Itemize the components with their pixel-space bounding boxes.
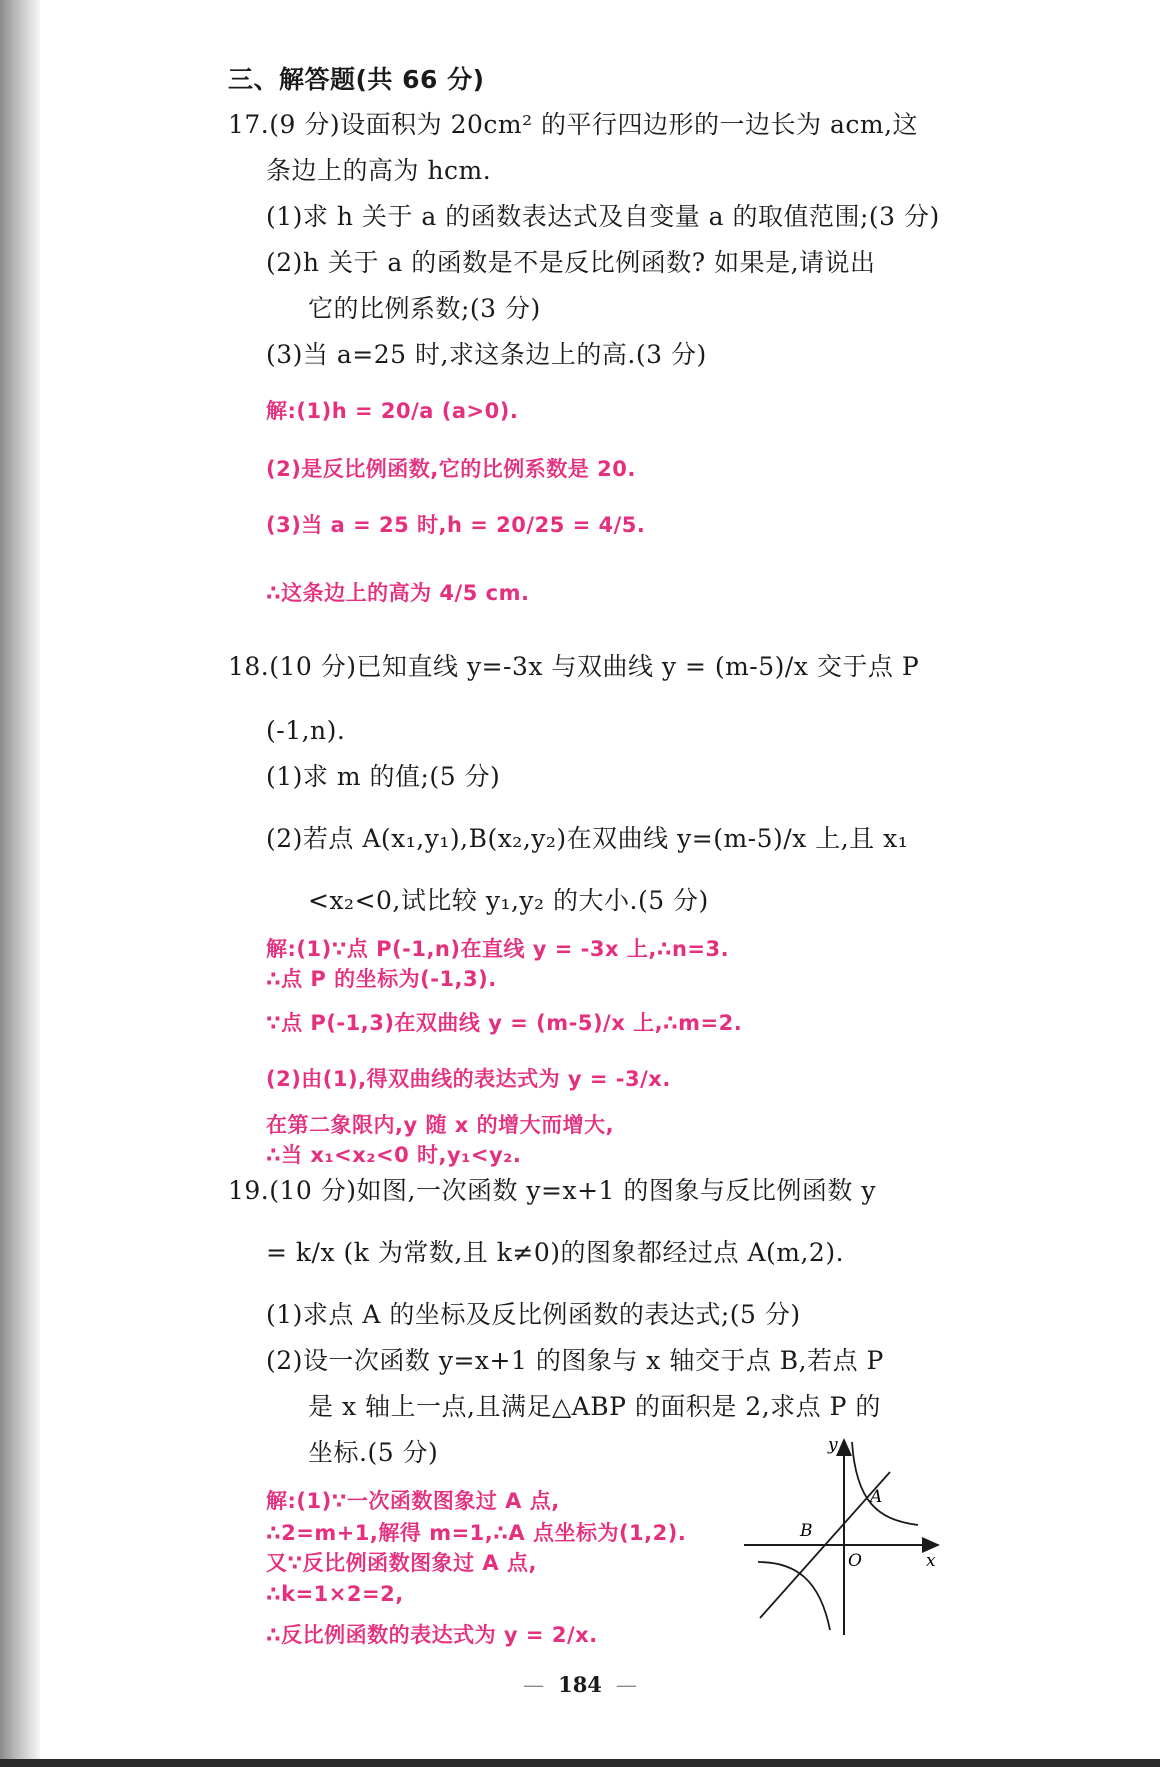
- q17-line-4: (2)h 关于 a 的函数是不是反比例函数? 如果是,请说出: [266, 248, 876, 277]
- q18-line-3: (1)求 m 的值;(5 分): [266, 762, 501, 791]
- a17-line-2: (2)是反比例函数,它的比例系数是 20.: [266, 457, 636, 481]
- a18-line-4: (2)由(1),得双曲线的表达式为 y = -3/x.: [266, 1067, 671, 1091]
- q19-line-3: (1)求点 A 的坐标及反比例函数的表达式;(5 分): [266, 1300, 801, 1329]
- page-number-value: 184: [558, 1672, 602, 1697]
- function-graph-figure: [738, 1430, 948, 1640]
- a18-line-5: 在第二象限内,y 随 x 的增大而增大,: [266, 1113, 615, 1137]
- q19-line-2: = k/x (k 为常数,且 k≠0)的图象都经过点 A(m,2).: [266, 1238, 845, 1267]
- q17-line-6: (3)当 a=25 时,求这条边上的高.(3 分): [266, 340, 707, 369]
- a17-line-1: 解:(1)h = 20/a (a>0).: [266, 399, 519, 423]
- a17-line-3: (3)当 a = 25 时,h = 20/25 = 4/5.: [266, 513, 646, 537]
- q19-line-5: 是 x 轴上一点,且满足△ABP 的面积是 2,求点 P 的: [308, 1392, 881, 1421]
- x-axis-label: x: [926, 1551, 936, 1571]
- a19-line-2: ∴2=m+1,解得 m=1,∴A 点坐标为(1,2).: [266, 1521, 687, 1545]
- hyperbola-branch-first-quadrant: [852, 1442, 918, 1525]
- q17-line-5: 它的比例系数;(3 分): [308, 294, 541, 323]
- q19-line-4: (2)设一次函数 y=x+1 的图象与 x 轴交于点 B,若点 P: [266, 1346, 884, 1375]
- q17-line-2: 条边上的高为 hcm.: [266, 156, 492, 185]
- a18-line-1: 解:(1)∵点 P(-1,n)在直线 y = -3x 上,∴n=3.: [266, 937, 730, 961]
- a17-line-4: ∴这条边上的高为 4/5 cm.: [266, 581, 530, 605]
- a19-line-3: 又∵反比例函数图象过 A 点,: [266, 1551, 537, 1575]
- a19-line-1: 解:(1)∵一次函数图象过 A 点,: [266, 1489, 560, 1513]
- bottom-edge: [0, 1759, 1160, 1767]
- page-number: [0, 1672, 1160, 1697]
- q17-line-1: 17.(9 分)设面积为 20cm² 的平行四边形的一边长为 acm,这: [228, 110, 919, 139]
- q18-line-5: <x₂<0,试比较 y₁,y₂ 的大小.(5 分): [308, 886, 709, 915]
- q19-line-1: 19.(10 分)如图,一次函数 y=x+1 的图象与反比例函数 y: [228, 1176, 876, 1205]
- q19-line-6: 坐标.(5 分): [308, 1438, 439, 1467]
- q17-line-3: (1)求 h 关于 a 的函数表达式及自变量 a 的取值范围;(3 分): [266, 202, 940, 231]
- a19-line-5: ∴反比例函数的表达式为 y = 2/x.: [266, 1623, 598, 1647]
- q18-line-2: (-1,n).: [266, 716, 346, 745]
- q18-line-4: (2)若点 A(x₁,y₁),B(x₂,y₂)在双曲线 y=(m-5)/x 上,且 x₁: [266, 824, 909, 853]
- origin-label: O: [848, 1551, 862, 1571]
- a19-line-4: ∴k=1×2=2,: [266, 1582, 404, 1606]
- point-a-label: A: [870, 1487, 883, 1507]
- book-spine-shadow: [0, 0, 40, 1767]
- a18-line-2: ∴点 P 的坐标为(-1,3).: [266, 967, 497, 991]
- point-b-label: B: [800, 1521, 813, 1541]
- page-number-dash-left: —: [523, 1673, 545, 1697]
- q18-line-1: 18.(10 分)已知直线 y=-3x 与双曲线 y = (m-5)/x 交于点 P: [228, 652, 920, 681]
- a18-line-3: ∵点 P(-1,3)在双曲线 y = (m-5)/x 上,∴m=2.: [266, 1011, 743, 1035]
- y-axis-label: y: [828, 1435, 838, 1455]
- section-header: 三、解答题(共 66 分): [228, 65, 485, 94]
- a18-line-6: ∴当 x₁<x₂<0 时,y₁<y₂.: [266, 1143, 522, 1167]
- page-number-dash-right: —: [615, 1673, 637, 1697]
- hyperbola-branch-third-quadrant: [758, 1562, 830, 1630]
